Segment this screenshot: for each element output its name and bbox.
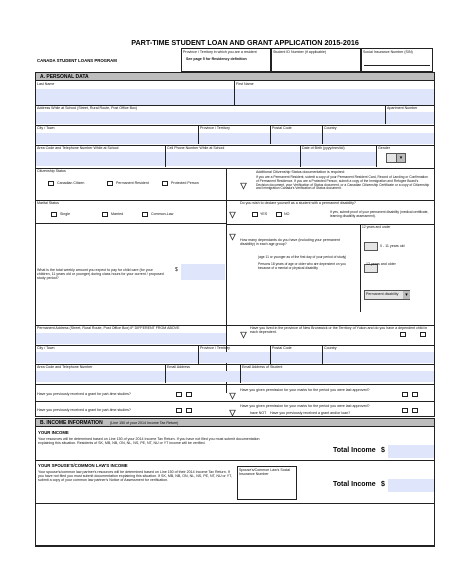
marks-q1: Have you given permission for your marks for the period you were last approved? [240,388,370,392]
additional-citizenship-label: Additional Citizenship Status documentation is required: [256,170,345,174]
country-label-2: Country [324,346,337,350]
city-label: City / Town [37,126,55,130]
marks-q2-no[interactable] [412,408,418,413]
email-input[interactable] [166,371,240,382]
country-input-2[interactable] [323,352,434,363]
area-phone-input[interactable] [36,371,165,382]
postal-input[interactable] [271,133,322,144]
section-b-subtitle: (Line 150 of your 2014 Income Tax Return) [110,421,179,425]
section-b-header [35,418,435,427]
province-residence-label: Province / Territory in which you are a resident [183,50,257,54]
spouse-income-text: Your spouse's/common law partner's resources will be determined based on Line 150 of their 2014 Income Tax Return. If you have not filed you must submit documentation explaining this situation. If SK, MB, NB, ON, NL, NS, PE, NT, NU or YT, submit a copy of your common law partner's Notice of Assessment for verification. [38,470,232,483]
apartment-label: Apartment Number [387,106,418,110]
warning-icon [229,404,236,412]
total-income-currency-2: $ [381,481,385,488]
city-input-2[interactable] [36,352,198,363]
first-name-label: First Name [236,82,254,86]
province-input-2[interactable] [199,352,270,363]
dob-input[interactable] [301,152,376,166]
gender-dropdown-icon[interactable]: ▾ [396,154,405,162]
country-label: Country [324,126,337,130]
email-label: Email Address [167,365,190,369]
citizenship-doc-text: If you are a Permanent Resident, submit a copy of your Permanent Resident Card, Record of Landing or Confirmation of Permanent Residence. If you are a Protected Person, submit a copy of the Immigration and Refugee Board's Decision document, your Verification of Status document, or a Canadian Citizenship Certificate or a copy of Citizenship and Immigration Canada's Verification of Status document. [256,175,430,191]
dependants-select-1[interactable] [364,242,378,251]
weekly-currency: $ [175,267,178,273]
city-label-2: City / Town [37,346,55,350]
province-label-2: Province / Territory [200,346,230,350]
email-student-label: Email Address of Student [242,365,283,369]
email-student-input[interactable] [241,371,434,382]
address-school-input[interactable] [36,112,385,124]
apartment-input[interactable] [386,112,434,124]
single-checkbox[interactable] [51,212,57,217]
section-a-header: A. PERSONAL DATA [35,72,435,81]
nb-no-checkbox[interactable] [420,332,426,337]
phone-school-label: Area Code and Telephone Number While at School [37,146,119,150]
common-law-label: Common-Law [151,212,174,216]
warning-icon [229,206,236,214]
grant-q2-no[interactable] [186,408,192,413]
disability-no-label: NO [284,212,290,216]
single-label: Single [60,212,70,216]
first-name-input[interactable] [235,89,434,105]
province-input[interactable] [199,133,270,144]
spouse-income-title: YOUR SPOUSE'S/COMMON LAW'S INCOME [38,463,128,468]
married-label: Married [111,212,124,216]
city-input[interactable] [36,133,198,144]
disability-note: If yes, submit proof of your permanent disability (medical certificate, learning disability assessment). [330,210,429,218]
marital-label: Marital Status [37,201,59,205]
grant-q1-no[interactable] [186,392,192,397]
cell-input[interactable] [166,152,300,166]
sin-digits [364,58,430,66]
perm-address-input[interactable] [36,333,226,344]
nb-question: Have you lived in the province of New Brunswick or the Territory of Yukon and do you have a dependent child in each dependent. [250,326,428,335]
disability-yes-checkbox[interactable] [252,212,258,217]
grant-loan-q: Have you previously received a grant and/or loan? [270,411,351,415]
have-not-label: have NOT [250,411,267,415]
phone-school-input[interactable] [36,152,165,166]
dropdown-icon[interactable]: ▾ [403,291,410,299]
grant-q2-yes[interactable] [176,408,182,413]
sin-label: Social Insurance Number (SIN) [363,50,413,54]
opt-0-11-label: 0 - 11 years old [380,244,405,248]
permanent-resident-label: Permanent Resident [116,181,149,185]
postal-label: Postal Code [272,126,292,130]
gender-label: Gender [378,146,390,150]
protected-person-label: Protected Person [171,181,199,185]
info-icon [240,177,247,185]
warning-icon [229,387,236,395]
student-id-label: Student ID Number (if applicable) [273,50,327,54]
total-income-label: Total Income [333,447,376,454]
your-income-title: YOUR INCOME [38,430,69,435]
grant-q1: Have you previously received a grant for part-time studies? [37,392,131,396]
weekly-amount-input[interactable] [181,264,225,280]
province-residence-note: See page 5 for Residency definition [186,57,247,61]
dob-label: Date of Birth (yyyy/mm/dd) [302,146,345,150]
opt-12-label: 12 years and older [366,262,396,266]
canadian-checkbox[interactable] [48,181,54,186]
section-b-title: B. INCOME INFORMATION [40,420,103,426]
area-phone-label: Area Code and Telephone Number [37,365,93,369]
canadian-label: Canadian Citizen [57,181,85,185]
dependants-question: How many dependants do you have (including your permanent disability) in each age group? [240,238,340,247]
marks-q1-yes[interactable] [402,392,408,397]
province-label: Province / Territory [200,126,230,130]
age-12-label: 12 years and under [362,225,391,229]
marks-q2-yes[interactable] [402,408,408,413]
age-12-note: (age 11 or younger as of the first day of your period of study) [258,255,347,259]
postal-input-2[interactable] [271,352,322,363]
age-18-label: Persons 18 years of age or older who are dependent on you because of a mental or physical disability [258,262,346,270]
country-input[interactable] [323,133,434,144]
total-income-label-2: Total Income [333,481,376,488]
protected-person-checkbox[interactable] [162,181,168,186]
married-checkbox[interactable] [102,212,108,217]
program-name: CANADA STUDENT LOANS PROGRAM [37,58,117,63]
weekly-question: What is the total weekly amount you expect to pay for child care (for your children, 11 years old or younger) during class hours for your current / proposed study period? [37,268,164,281]
disability-question: Do you wish to declare yourself as a student with a permanent disability? [240,201,356,205]
address-school-label: Address While at School (Street, Rural Route, Post Office Box) [37,106,138,110]
disability-yes-label: YES [260,212,268,216]
opt-perm-label: Permanent disability [366,292,399,296]
nb-yes-checkbox[interactable] [400,332,406,337]
form-title: PART-TIME STUDENT LOAN AND GRANT APPLICATION 2015-2016 [131,38,359,47]
perm-address-label: Permanent Address (Street, Rural Route, Post Office Box) IF DIFFERENT FROM ABOVE [37,326,180,330]
spouse-total-income-input[interactable] [388,479,434,492]
marks-q2: Have you given permission for your marks for the period you were last approved? [240,404,370,408]
spouse-sin-label: Spouse's/Common Law's Social Insurance Number [239,468,291,477]
your-income-text: Your resources will be determined based on Line 150 of your 2014 Income Tax Return. If you have not filed you must submit documentation explaining this situation. Residents of SK, MB, NB, ON, NL, NS, PE, NT, NU or YT income will be verified. [38,437,260,446]
grant-q1-yes[interactable] [176,392,182,397]
citizenship-label: Citizenship Status [37,169,66,173]
total-income-input[interactable] [388,445,434,458]
total-income-currency: $ [381,447,385,454]
warning-icon [240,326,247,334]
last-name-label: Last Name [37,82,55,86]
cell-label: Cell Phone Number While at School [167,146,225,150]
last-name-input[interactable] [36,89,234,105]
warning-icon [229,228,236,236]
common-law-checkbox[interactable] [142,212,148,217]
marks-q1-no[interactable] [412,392,418,397]
postal-label-2: Postal Code [272,346,292,350]
grant-q2: Have you previously received a grant for part-time studies? [37,408,131,412]
disability-no-checkbox[interactable] [276,212,282,217]
permanent-resident-checkbox[interactable] [107,181,113,186]
